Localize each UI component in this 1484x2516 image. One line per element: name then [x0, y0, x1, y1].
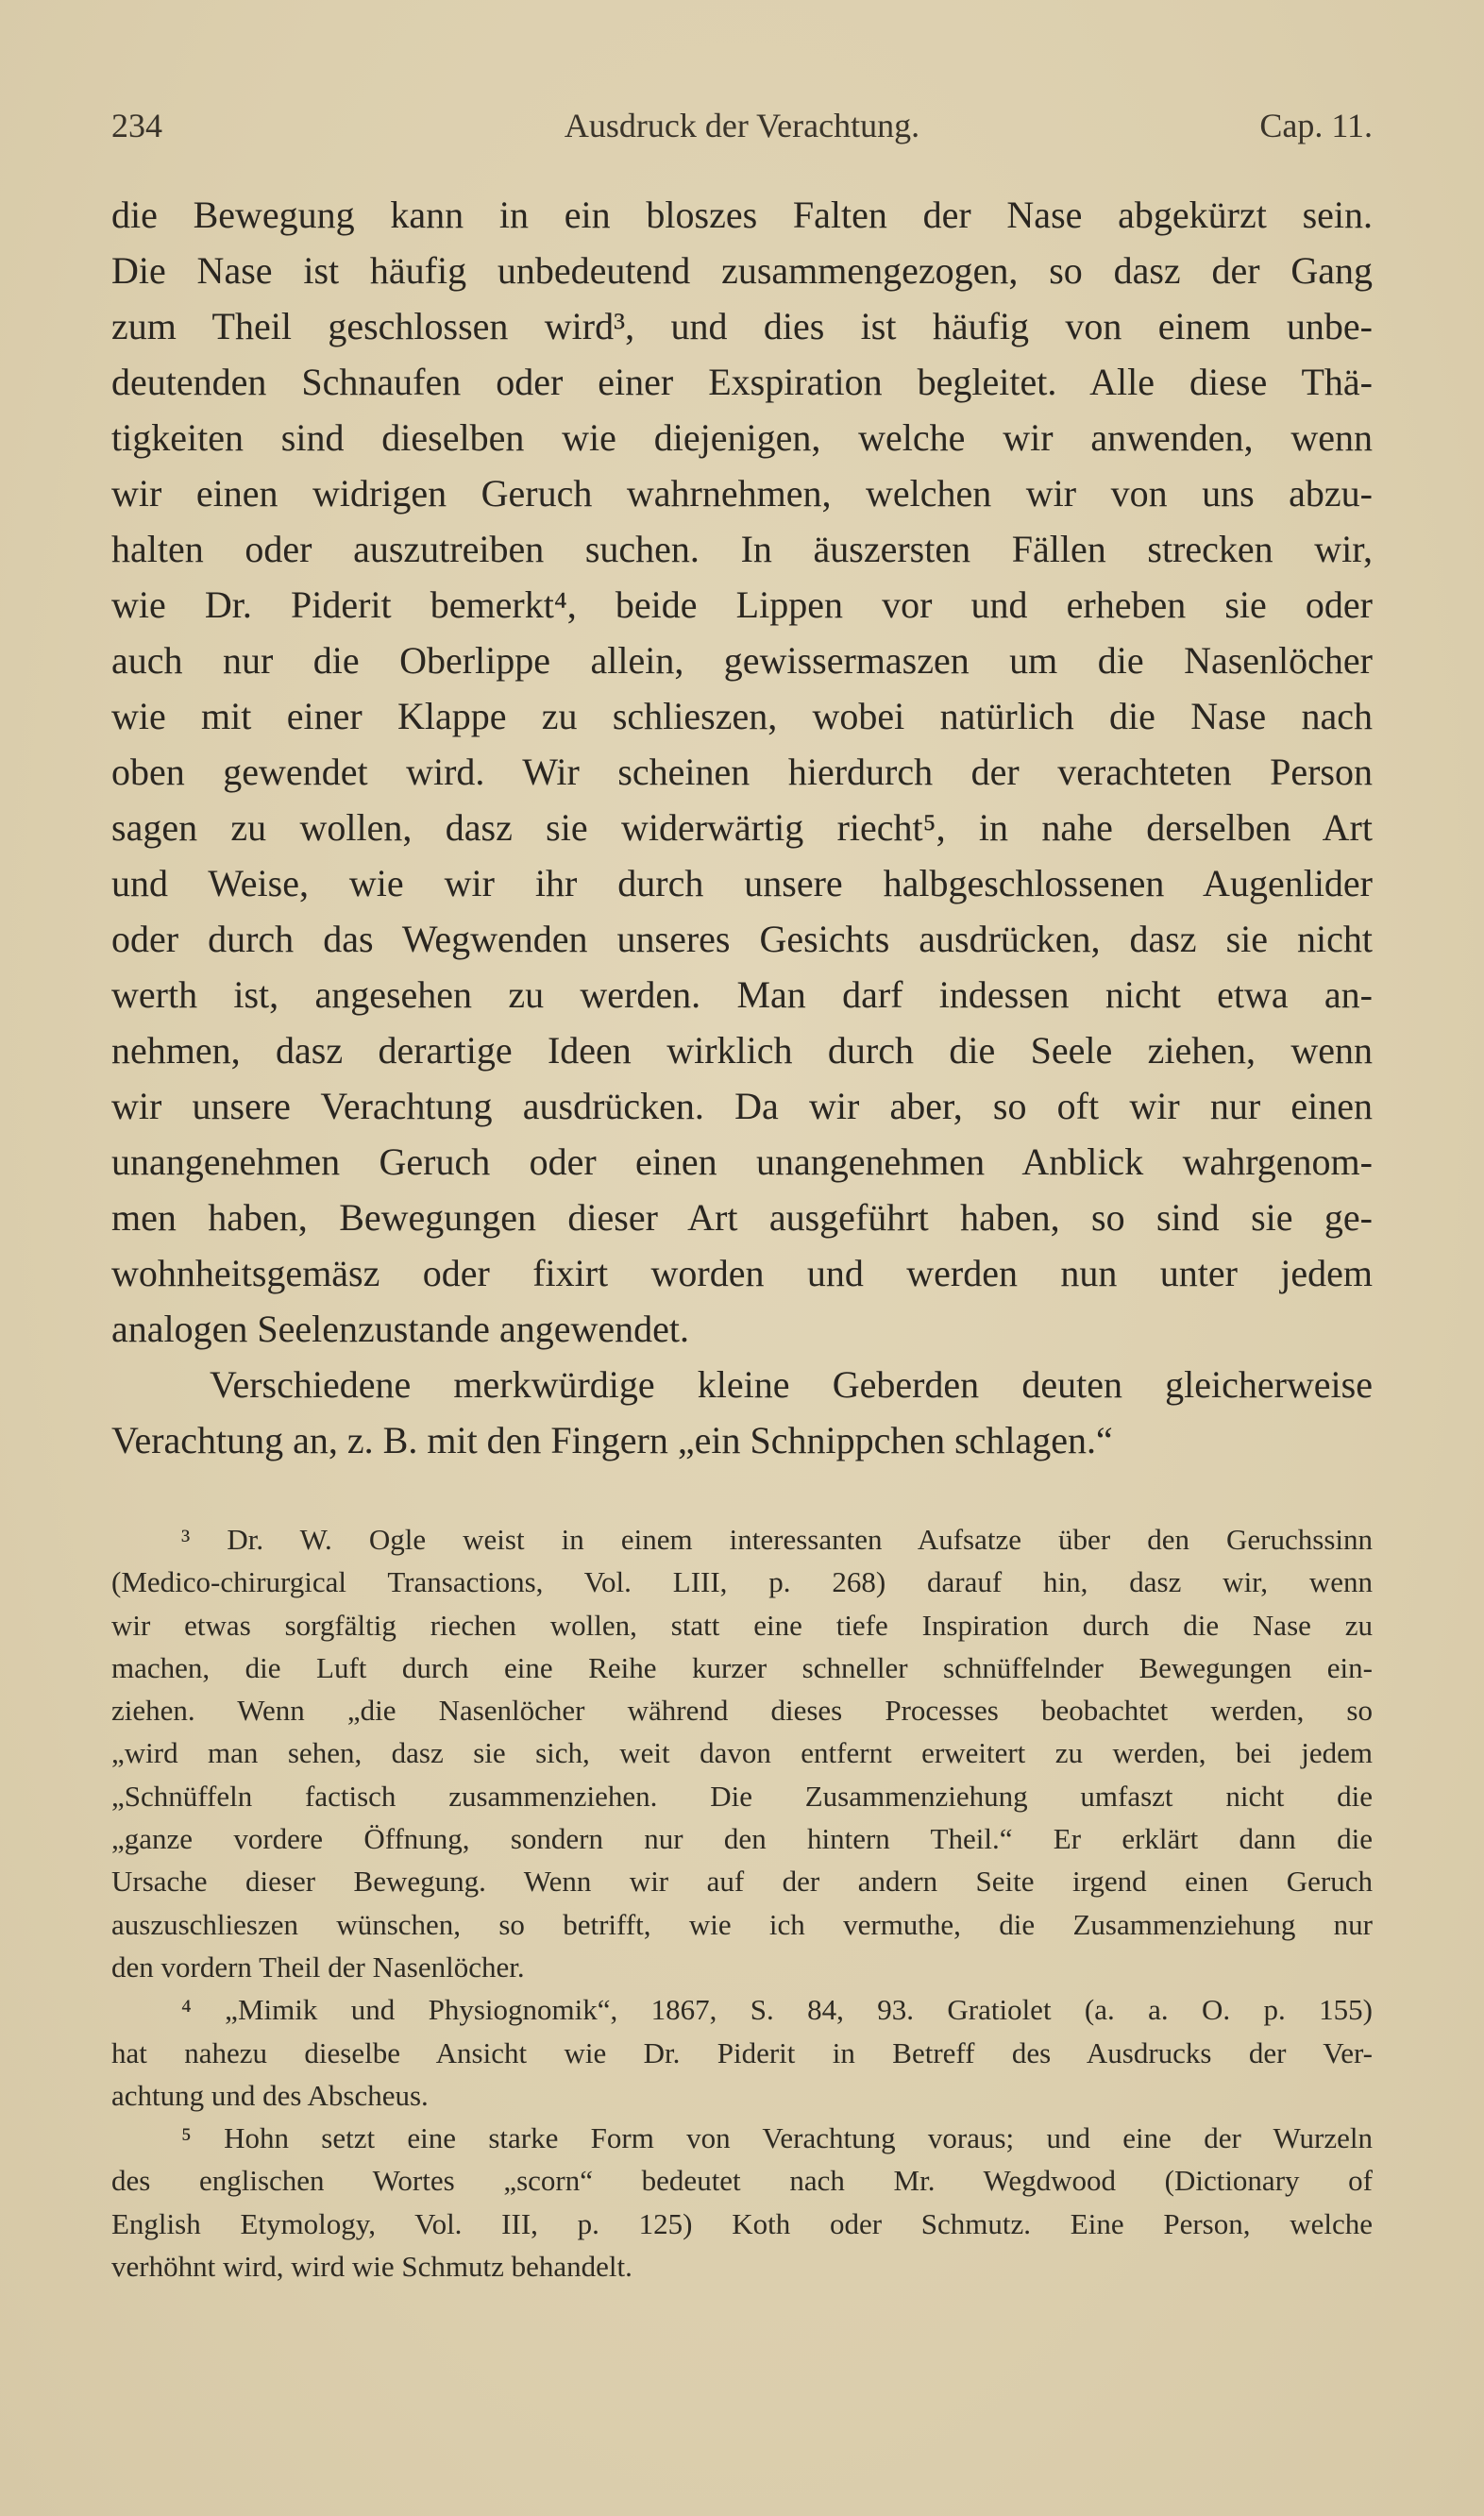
footnote-line: des englischen Wortes „scorn“ bedeutet nach Mr. Wegdwood (Dictionary of — [111, 2164, 1373, 2198]
page-header — [111, 106, 1373, 153]
text-line: sagen zu wollen, dasz sie widerwärtig riecht⁵, in nahe derselben Art — [111, 806, 1373, 849]
footnote-line: ziehen. Wenn „die Nasenlöcher während dieses Processes beobachtet werden, so — [111, 1694, 1373, 1728]
text-line: zum Theil geschlossen wird³, und dies ist häufig von einem unbe- — [111, 305, 1373, 347]
text-line: die Bewegung kann in ein bloszes Falten der Nase abgekürzt sein. — [111, 194, 1373, 236]
page-number: 234 — [111, 107, 162, 144]
footnote-line: auszuschlieszen wünschen, so betrifft, wie ich vermuthe, die Zusammenziehung nur — [111, 1907, 1373, 1941]
footnote-line: den vordern Theil der Nasenlöcher. — [111, 1950, 525, 1984]
chapter-label: Cap. 11. — [1259, 107, 1373, 144]
text-line: nehmen, dasz derartige Ideen wirklich durch die Seele ziehen, wenn — [111, 1029, 1373, 1072]
text-line: wir unsere Verachtung ausdrücken. Da wir aber, so oft wir nur einen — [111, 1085, 1373, 1127]
text-line: wohnheitsgemäsz oder fixirt worden und werden nun unter jedem — [111, 1252, 1373, 1294]
text-line: deutenden Schnaufen oder einer Exspiration begleitet. Alle diese Thä- — [111, 361, 1373, 403]
text-line: auch nur die Oberlippe allein, gewissermaszen um die Nasenlöcher — [111, 639, 1373, 682]
footnote-line: machen, die Luft durch eine Reihe kurzer schneller schnüffelnder Bewegungen ein- — [111, 1650, 1373, 1684]
text-line: tigkeiten sind dieselben wie diejenigen, welche wir anwenden, wenn — [111, 416, 1373, 459]
text-line: werth ist, angesehen zu werden. Man darf indessen nicht etwa an- — [111, 973, 1373, 1016]
footnote-line: ⁴ „Mimik und Physiognomik“, 1867, S. 84, 93. Gratiolet (a. a. O. p. 155) — [181, 1993, 1373, 2027]
text-line: Verschiedene merkwürdige kleine Geberden deuten gleicherweise — [210, 1363, 1373, 1406]
footnote-line: ⁵ Hohn setzt eine starke Form von Verachtung voraus; und eine der Wurzeln — [181, 2121, 1373, 2155]
footnote-line: ³ Dr. W. Ogle weist in einem interessanten Aufsatze über den Geruchssinn — [181, 1523, 1373, 1556]
text-line: halten oder auszutreiben suchen. In äuszersten Fällen strecken wir, — [111, 528, 1373, 570]
text-line: wir einen widrigen Geruch wahrnehmen, welchen wir von uns abzu- — [111, 472, 1373, 515]
text-line: Die Nase ist häufig unbedeutend zusammengezogen, so dasz der Gang — [111, 249, 1373, 292]
main-text — [111, 187, 1373, 1468]
footnote-line: achtung und des Abscheus. — [111, 2078, 429, 2112]
text-line: und Weise, wie wir ihr durch unsere halbgeschlossenen Augenlider — [111, 862, 1373, 904]
text-line: men haben, Bewegungen dieser Art ausgeführt haben, so sind sie ge- — [111, 1196, 1373, 1239]
footnote-line: „ganze vordere Öffnung, sondern nur den hintern Theil.“ Er erklärt dann die — [111, 1822, 1373, 1856]
footnote-line: „wird man sehen, dasz sie sich, weit davon entfernt erweitert zu werden, bei jedem — [111, 1736, 1373, 1770]
footnote-line: Ursache dieser Bewegung. Wenn wir auf der andern Seite irgend einen Geruch — [111, 1865, 1373, 1899]
text-line: wie Dr. Piderit bemerkt⁴, beide Lippen vor und erheben sie oder — [111, 583, 1373, 626]
footnotes — [111, 1518, 1373, 2288]
text-line: Verachtung an, z. B. mit den Fingern „ein Schnippchen schlagen.“ — [111, 1419, 1113, 1461]
text-line: analogen Seelenzustande angewendet. — [111, 1308, 689, 1350]
footnote-line: hat nahezu dieselbe Ansicht wie Dr. Piderit in Betreff des Ausdrucks der Ver- — [111, 2035, 1373, 2069]
footnote-line: (Medico-chirurgical Transactions, Vol. LIII, p. 268) darauf hin, dasz wir, wenn — [111, 1565, 1373, 1599]
footnote-line: English Etymology, Vol. III, p. 125) Koth oder Schmutz. Eine Person, welche — [111, 2206, 1373, 2240]
text-line: wie mit einer Klappe zu schlieszen, wobei natürlich die Nase nach — [111, 695, 1373, 737]
footnote-line: verhöhnt wird, wird wie Schmutz behandelt. — [111, 2250, 632, 2284]
text-line: unangenehmen Geruch oder einen unangenehmen Anblick wahrgenom- — [111, 1140, 1373, 1183]
footnote-line: „Schnüffeln factisch zusammenziehen. Die Zusammenziehung umfaszt nicht die — [111, 1779, 1373, 1813]
running-title: Ausdruck der Verachtung. — [564, 107, 920, 144]
text-line: oben gewendet wird. Wir scheinen hierdurch der verachteten Person — [111, 751, 1373, 793]
footnote-line: wir etwas sorgfältig riechen wollen, statt eine tiefe Inspiration durch die Nase zu — [111, 1608, 1373, 1642]
text-line: oder durch das Wegwenden unseres Gesichts ausdrücken, dasz sie nicht — [111, 918, 1373, 960]
